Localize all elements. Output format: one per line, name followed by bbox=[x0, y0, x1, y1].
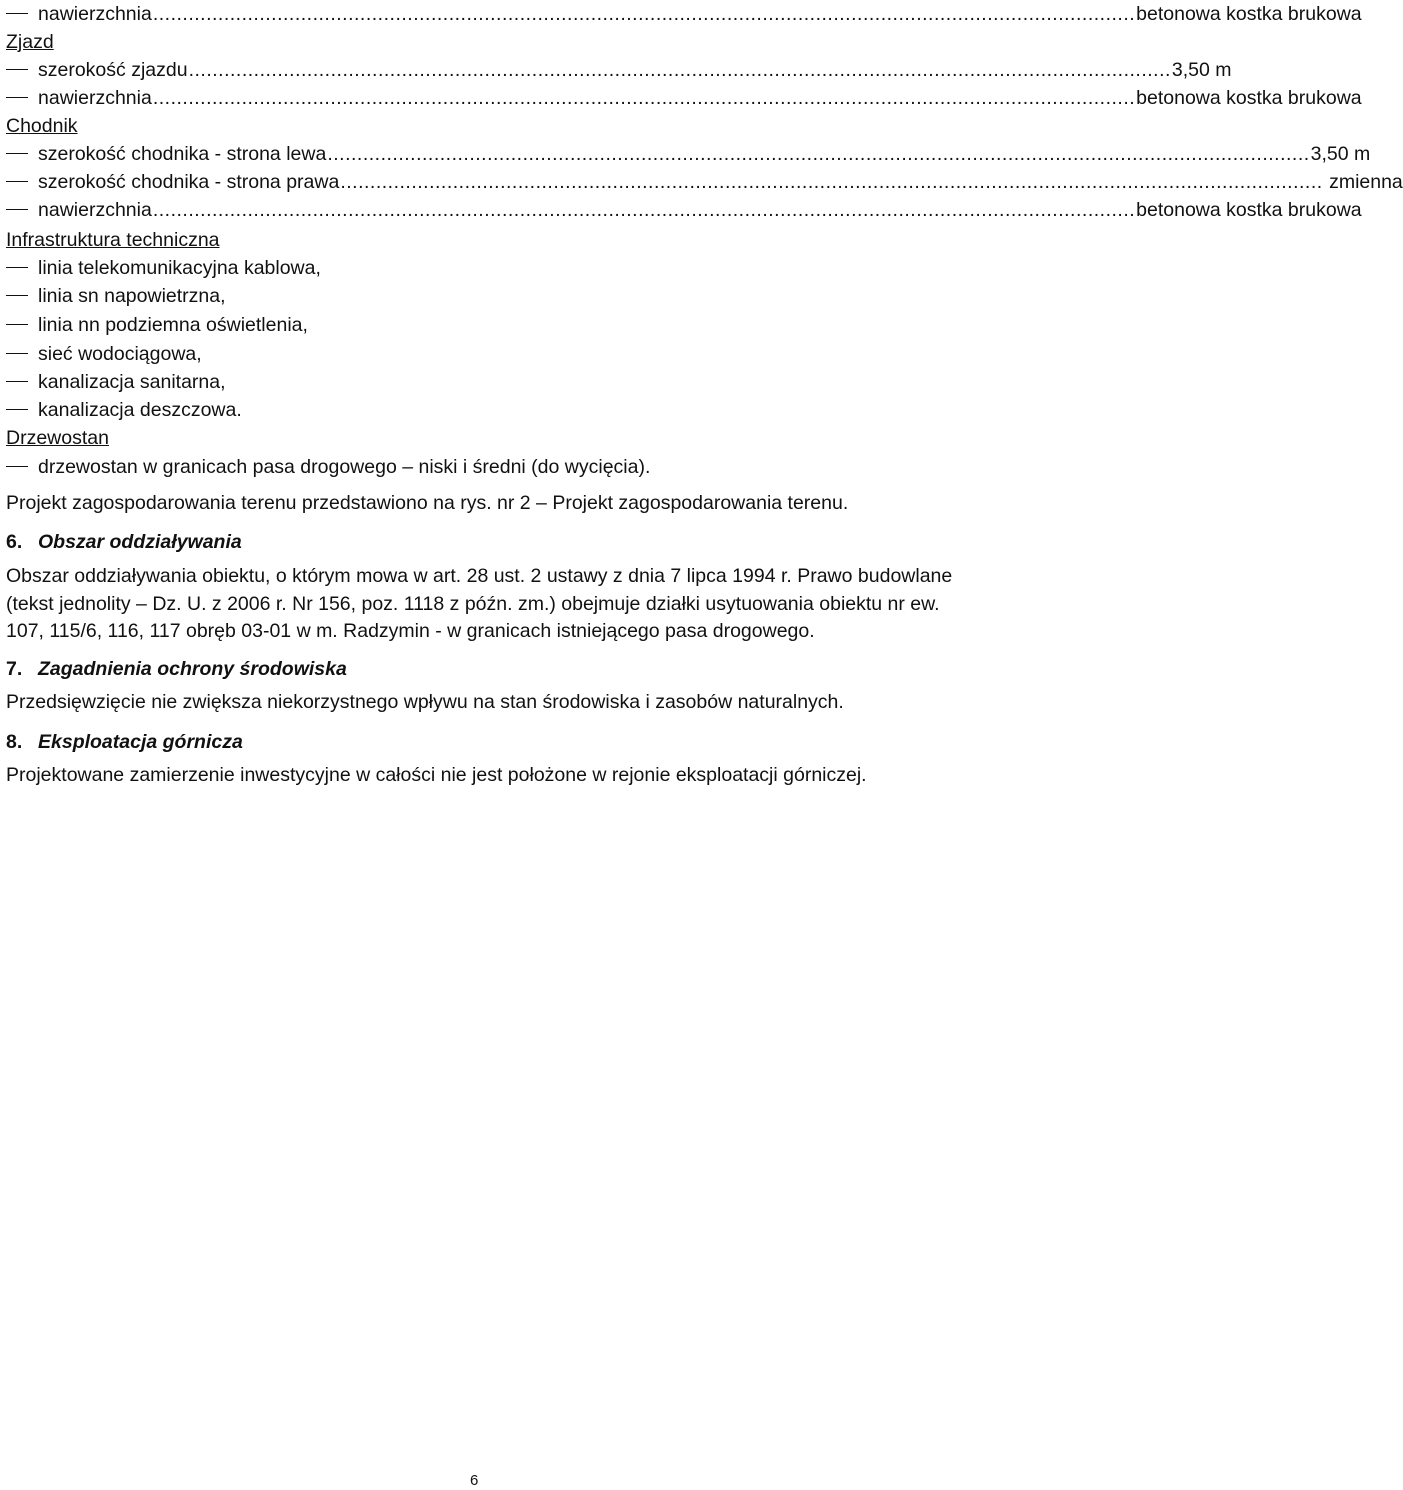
item-label: nawierzchnia bbox=[38, 3, 152, 25]
section-number: 6. bbox=[6, 531, 23, 553]
item-value: betonowa kostka brukowa bbox=[1136, 87, 1362, 109]
item-text: linia nn podziemna oświetlenia, bbox=[38, 314, 308, 336]
dash-icon bbox=[6, 466, 28, 467]
bullet-szerokosc-lewa bbox=[6, 140, 1371, 168]
bullet-infra-item bbox=[6, 254, 936, 282]
bullet-infra-item bbox=[6, 340, 936, 368]
dash-icon bbox=[6, 324, 28, 325]
item-value: zmienna bbox=[1323, 171, 1403, 193]
item-text: linia sn napowietrzna, bbox=[38, 285, 226, 307]
dot-leader: ...................................................................................................................................................................... bbox=[340, 171, 1323, 193]
item-text: drzewostan w granicach pasa drogowego – niski i średni (do wycięcia). bbox=[38, 456, 651, 478]
leader-row bbox=[38, 168, 1403, 196]
item-text: sieć wodociągowa, bbox=[38, 343, 202, 365]
leader-row bbox=[38, 196, 1362, 224]
dash-icon bbox=[6, 381, 28, 382]
section-heading-drzewostan: Drzewostan bbox=[6, 427, 109, 449]
item-value: 3,50 m bbox=[1310, 143, 1371, 165]
dash-icon bbox=[6, 295, 28, 296]
dash-icon bbox=[6, 97, 28, 98]
section-title: Eksploatacja górnicza bbox=[38, 731, 243, 753]
bullet-nawierzchnia-zjazd bbox=[6, 84, 1362, 112]
bullet-nawierzchnia-chodnik bbox=[6, 196, 1362, 224]
bullet-infra-item bbox=[6, 368, 936, 396]
section-8-heading bbox=[6, 728, 243, 756]
section-8-line-1: Projektowane zamierzenie inwestycyjne w całości nie jest położone w rejonie eksploatacji górniczej. bbox=[6, 764, 867, 786]
section-7-heading bbox=[6, 655, 347, 683]
dash-icon bbox=[6, 409, 28, 410]
item-value: 3,50 m bbox=[1171, 59, 1232, 81]
dot-leader: ...................................................................................................................................................................... bbox=[327, 143, 1310, 165]
dash-icon bbox=[6, 209, 28, 210]
section-heading-zjazd: Zjazd bbox=[6, 31, 54, 53]
item-label: szerokość zjazdu bbox=[38, 59, 188, 81]
section-6-heading bbox=[6, 528, 242, 556]
section-6-line-1: Obszar oddziaływania obiektu, o którym mowa w art. 28 ust. 2 ustawy z dnia 7 lipca 1994 r. Prawo budowlane bbox=[6, 565, 953, 587]
bullet-infra-item bbox=[6, 311, 936, 339]
dash-icon bbox=[6, 353, 28, 354]
dash-icon bbox=[6, 13, 28, 14]
item-text: kanalizacja deszczowa. bbox=[38, 399, 242, 421]
dot-leader: ...................................................................................................................................................................... bbox=[152, 199, 1136, 221]
section-7-line-1: Przedsięwzięcie nie zwiększa niekorzystnego wpływu na stan środowiska i zasobów naturalnych. bbox=[6, 691, 844, 713]
section-6-line-3: 107, 115/6, 116, 117 obręb 03-01 w m. Radzymin - w granicach istniejącego pasa drogowego. bbox=[6, 620, 815, 642]
bullet-drzewostan bbox=[6, 453, 936, 481]
item-label: szerokość chodnika - strona lewa bbox=[38, 143, 327, 165]
bullet-nawierzchnia-top bbox=[6, 0, 1362, 28]
dot-leader: ...................................................................................................................................................................... bbox=[152, 87, 1136, 109]
item-label: szerokość chodnika - strona prawa bbox=[38, 171, 340, 193]
dot-leader: ...................................................................................................................................................................... bbox=[188, 59, 1171, 81]
dash-icon bbox=[6, 267, 28, 268]
page-number: 6 bbox=[470, 1472, 479, 1489]
leader-row bbox=[38, 84, 1362, 112]
bullet-szerokosc-prawa bbox=[6, 168, 1403, 196]
item-label: nawierzchnia bbox=[38, 199, 152, 221]
item-label: nawierzchnia bbox=[38, 87, 152, 109]
section-title: Obszar oddziaływania bbox=[38, 531, 242, 553]
projekt-note: Projekt zagospodarowania terenu przedstawiono na rys. nr 2 – Projekt zagospodarowania terenu. bbox=[6, 492, 849, 514]
dot-leader: ...................................................................................................................................................................... bbox=[152, 3, 1136, 25]
section-title: Zagadnienia ochrony środowiska bbox=[38, 658, 347, 680]
section-6-line-2: (tekst jednolity – Dz. U. z 2006 r. Nr 156, poz. 1118 z późn. zm.) obejmuje działki usytuowania obiektu nr ew. bbox=[6, 593, 940, 615]
section-number: 8. bbox=[6, 731, 23, 753]
dash-icon bbox=[6, 69, 28, 70]
item-value: betonowa kostka brukowa bbox=[1136, 199, 1362, 221]
dash-icon bbox=[6, 153, 28, 154]
item-value: betonowa kostka brukowa bbox=[1136, 3, 1362, 25]
item-text: linia telekomunikacyjna kablowa, bbox=[38, 257, 321, 279]
dash-icon bbox=[6, 181, 28, 182]
bullet-szerokosc-zjazdu bbox=[6, 56, 1232, 84]
item-text: kanalizacja sanitarna, bbox=[38, 371, 226, 393]
bullet-infra-item bbox=[6, 396, 936, 424]
leader-row bbox=[38, 0, 1362, 28]
bullet-infra-item bbox=[6, 282, 936, 310]
section-number: 7. bbox=[6, 658, 23, 680]
section-heading-chodnik: Chodnik bbox=[6, 115, 78, 137]
leader-row bbox=[38, 140, 1371, 168]
section-heading-infrastruktura: Infrastruktura techniczna bbox=[6, 229, 220, 251]
leader-row bbox=[38, 56, 1232, 84]
